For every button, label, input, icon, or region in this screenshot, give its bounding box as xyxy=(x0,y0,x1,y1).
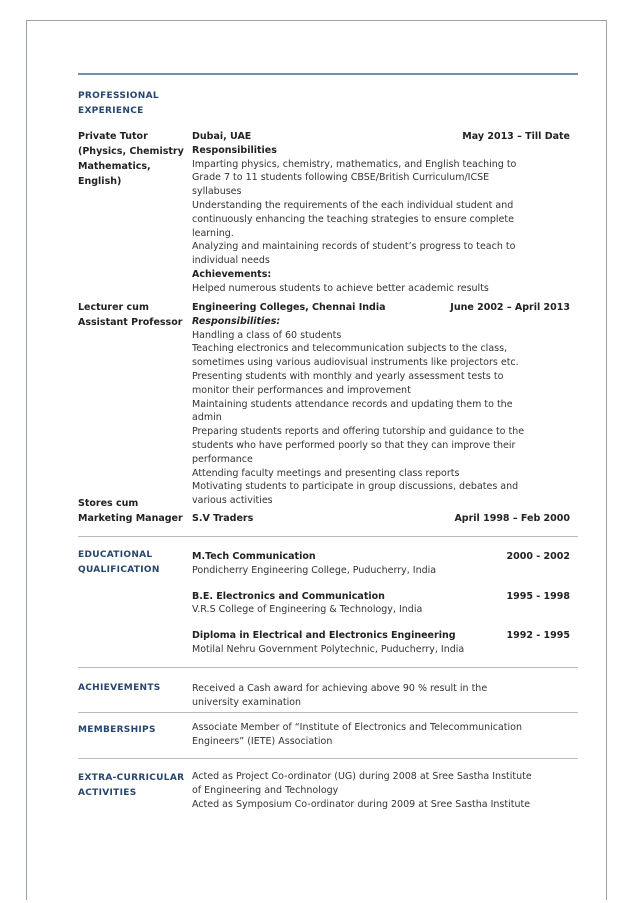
achievements-label: Achievements: xyxy=(192,268,272,280)
activity-line: Acted as Symposium Co-ordinator during 2009 at Sree Sastha Institute xyxy=(192,798,531,810)
resp-line: admin xyxy=(192,412,222,424)
degree: Diploma in Electrical and Electronics Engineering xyxy=(192,630,456,642)
section-title-extracurricular xyxy=(78,771,184,801)
section-title-line: EXPERIENCE xyxy=(78,106,144,116)
ach-line: Helped numerous students to achieve better academic results xyxy=(192,282,489,294)
section-title-memberships: MEMBERSHIPS xyxy=(78,725,156,735)
section-divider xyxy=(78,667,578,668)
achievement-line: Received a Cash award for achieving above 90 % result in the xyxy=(192,683,488,694)
resp-line: Attending faculty meetings and presenting class reports xyxy=(192,467,460,479)
job-detail-tutor xyxy=(192,130,570,296)
education-header xyxy=(192,629,570,643)
education-header xyxy=(192,550,570,564)
job-header xyxy=(192,512,570,526)
section-title-education xyxy=(78,548,160,578)
job-org: Dubai, UAE xyxy=(192,131,252,142)
job-dates: April 1998 – Feb 2000 xyxy=(454,513,570,524)
resp-line: various activities xyxy=(192,495,273,507)
job-org: Engineering Colleges, Chennai India xyxy=(192,302,386,313)
resp-line: Handling a class of 60 students xyxy=(192,329,342,341)
role-line: Mathematics, xyxy=(78,161,151,172)
resp-line: Preparing students reports and offering tutorship and guidance to the xyxy=(192,426,525,438)
section-divider xyxy=(78,536,578,537)
education-item xyxy=(192,550,570,578)
section-title-achievements: ACHIEVEMENTS xyxy=(78,683,161,693)
role-line: Stores cum xyxy=(78,498,139,509)
role-line: (Physics, Chemistry xyxy=(78,146,184,157)
section-title-line: EDUCATIONAL xyxy=(78,550,153,560)
resp-line: Grade 7 to 11 students following CBSE/British Curriculum/ICSE xyxy=(192,172,490,184)
section-title-line: PROFESSIONAL xyxy=(78,91,159,101)
resp-line: Analyzing and maintaining records of student’s progress to teach to xyxy=(192,241,516,253)
job-role-stores xyxy=(78,496,183,526)
resp-line: Motivating students to participate in group discussions, debates and xyxy=(192,481,519,493)
resp-line: syllabuses xyxy=(192,186,242,198)
memberships-text xyxy=(192,721,570,749)
school: Pondicherry Engineering College, Puducherry, India xyxy=(192,564,437,576)
membership-line: Associate Member of “Institute of Electronics and Telecommunication xyxy=(192,722,522,733)
achievements-text xyxy=(192,682,570,710)
education-list xyxy=(192,550,570,657)
resp-line: performance xyxy=(192,453,253,465)
section-divider xyxy=(78,712,578,713)
role-line: Marketing Manager xyxy=(78,513,183,524)
responsibilities-label: Responsibilities: xyxy=(192,315,281,327)
role-line: Private Tutor xyxy=(78,131,148,142)
responsibilities-label: Responsibilities xyxy=(192,144,277,156)
achievement-line: university examination xyxy=(192,696,302,708)
job-org: S.V Traders xyxy=(192,513,254,524)
activity-line: of Engineering and Technology xyxy=(192,784,339,796)
resp-line: monitor their performances and improvement xyxy=(192,384,411,396)
section-rule-top xyxy=(78,73,578,75)
role-line: English) xyxy=(78,176,122,187)
activity-line: Acted as Project Co-ordinator (UG) during 2008 at Sree Sastha Institute xyxy=(192,771,532,782)
resp-line: Understanding the requirements of the each individual student and xyxy=(192,199,514,211)
resp-line: sometimes using various audiovisual instruments like projectors etc. xyxy=(192,357,519,369)
education-item xyxy=(192,629,570,657)
resp-line: learning. xyxy=(192,227,234,239)
education-years: 2000 - 2002 xyxy=(506,551,570,562)
education-years: 1995 - 1998 xyxy=(506,590,570,602)
resp-line: Presenting students with monthly and yearly assessment tests to xyxy=(192,370,504,382)
resp-line: Imparting physics, chemistry, mathematics, and English teaching to xyxy=(192,158,517,170)
job-header xyxy=(192,301,570,315)
section-title-line: ACTIVITIES xyxy=(78,788,137,798)
school: V.R.S College of Engineering & Technology, India xyxy=(192,604,423,616)
job-dates: June 2002 – April 2013 xyxy=(450,302,570,313)
extracurricular-text xyxy=(192,770,570,811)
education-years: 1992 - 1995 xyxy=(506,630,570,642)
section-title-line: EXTRA-CURRICULAR xyxy=(78,773,185,783)
degree: B.E. Electronics and Communication xyxy=(192,590,385,602)
section-divider xyxy=(78,758,578,759)
job-role-lecturer xyxy=(78,300,182,330)
resp-line: continuously enhancing the teaching strategies to ensure complete xyxy=(192,213,514,225)
school: Motilal Nehru Government Polytechnic, Puducherry, India xyxy=(192,643,465,655)
education-item xyxy=(192,590,570,618)
resp-line: students who have performed poorly so that they can improve their xyxy=(192,439,516,451)
education-header xyxy=(192,590,570,604)
role-line: Assistant Professor xyxy=(78,317,183,328)
resp-line: Maintaining students attendance records and updating them to the xyxy=(192,398,513,410)
section-title-professional xyxy=(78,89,159,119)
job-header xyxy=(192,130,570,144)
job-detail-stores xyxy=(192,512,570,526)
role-line: Lecturer cum xyxy=(78,302,149,313)
section-title-line: QUALIFICATION xyxy=(78,565,160,575)
job-role-tutor xyxy=(78,129,184,189)
degree: M.Tech Communication xyxy=(192,551,316,562)
resp-line: individual needs xyxy=(192,255,270,267)
job-dates: May 2013 – Till Date xyxy=(462,131,570,142)
resp-line: Teaching electronics and telecommunication subjects to the class, xyxy=(192,343,508,355)
membership-line: Engineers” (IETE) Association xyxy=(192,735,333,747)
job-detail-lecturer xyxy=(192,301,570,508)
